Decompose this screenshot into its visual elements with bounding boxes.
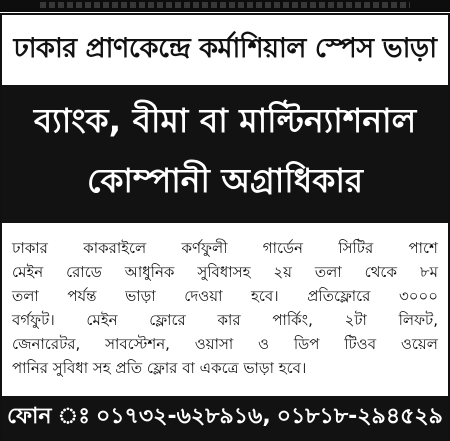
body-word: দেওয়া [184,287,223,305]
body-word: ও [258,335,270,353]
body-word: মেইন [12,263,44,281]
body-word: সাবস্টেশন, [105,335,170,353]
body-line-4 [12,308,438,332]
body-word: আধুনিক [124,263,175,281]
body-word: ডিপ [293,335,320,353]
phone-label: ফোন ঃ [7,404,90,429]
body-word: গার্ডেন [262,239,303,257]
body-word: তলা [12,287,39,305]
headline-banner [2,85,448,223]
body-line-6 [12,356,438,380]
body-line-5 [12,332,438,356]
body-word: হবে। [251,287,279,305]
body-word: পানির সুবিধা সহ প্রতি ফ্লোর বা একত্রে ভাড়া হবে। [12,359,307,377]
body-word: ফ্লোরে [149,311,186,329]
body-word: কার [217,311,241,329]
body-word: মেইন [86,311,118,329]
body-word: পার্কিং, [272,311,313,329]
top-border-strip [0,0,450,12]
banner-line-2: কোম্পানী অগ্রাধিকার [86,161,364,200]
body-word: ৮ম [419,263,438,281]
body-word: কর্ণফুলী [181,239,228,257]
body-word: প্রতিফ্লোরে [307,287,371,305]
body-line-3 [12,284,438,308]
body-word: ২টা [344,311,367,329]
body-word: টিওব [344,335,377,353]
body-word: সুবিধাসহ [197,263,251,281]
body-word: থেকে [364,263,397,281]
body-word: কাকরাইলে [83,239,147,257]
body-word: ভাড়া [125,287,156,305]
body-word: লিফট, [398,311,438,329]
phone-number-2[interactable]: ০১৮১৮-২৯৪৫২৯ [276,404,443,429]
body-word: ২য় [273,263,292,281]
phone-number-1[interactable]: ০১৭৩২-৬২৮৯১৬, [95,404,271,429]
banner-line-1: ব্যাংক, বীমা বা মাল্টিন্যাশনাল [33,101,417,140]
body-word: পর্যন্ত [67,287,97,305]
body-word: ওয়েল [400,335,438,353]
body-word: ঢাকার [12,239,48,257]
ad-heading: ঢাকার প্রাণকেন্দ্রে কর্মাশিয়াল স্পেস ভাড়া [13,32,437,64]
body-line-1 [12,236,438,260]
ad-body [12,236,438,380]
body-word: তলা [314,263,342,281]
body-word: পাশে [408,239,438,257]
body-word: সিটির [338,239,374,257]
body-word: রোডে [66,263,102,281]
body-line-2 [12,260,438,284]
body-word: ওয়াসা [194,335,234,353]
phone-bar [2,396,448,439]
body-word: বর্গফুট। [12,311,55,329]
cropped-text-strip [40,2,410,8]
ad-frame [0,13,450,441]
body-word: ৩০০০ [398,287,438,305]
body-word: জেনারেটর, [12,335,81,353]
